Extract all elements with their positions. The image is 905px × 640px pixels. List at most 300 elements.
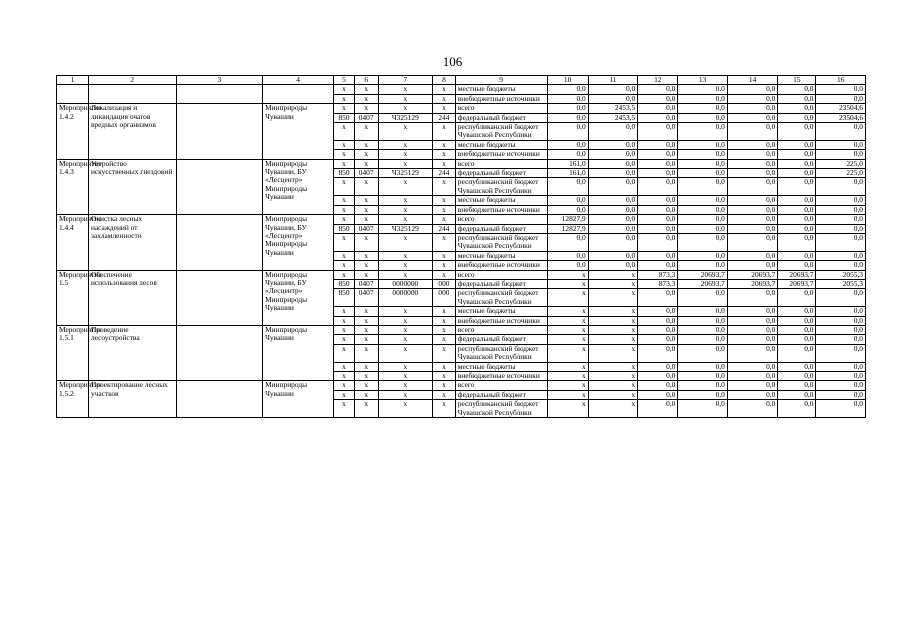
value-cell: 225,0 xyxy=(816,169,866,178)
code-cell-c7: х xyxy=(378,316,433,325)
value-cell: 0,0 xyxy=(638,169,678,178)
funding-source: республиканский бюджет Чувашской Республики xyxy=(455,289,547,307)
empty-cell xyxy=(176,270,263,325)
value-cell: 0,0 xyxy=(778,362,816,371)
code-cell-c7: х xyxy=(378,159,433,168)
table-row xyxy=(57,104,866,113)
funding-source: местные бюджеты xyxy=(455,140,547,149)
value-cell: х xyxy=(588,390,637,399)
code-cell-c7: х xyxy=(378,372,433,381)
value-cell: 0,0 xyxy=(588,196,637,205)
code-cell-c5: х xyxy=(334,123,355,141)
measure-name: Локализация и ликвидация очагов вредных организмов xyxy=(88,104,176,159)
funding-source: всего xyxy=(455,325,547,334)
code-cell-c8: х xyxy=(433,94,456,103)
code-cell-c5: х xyxy=(334,344,355,362)
funding-source: внебюджетные источники xyxy=(455,372,547,381)
value-cell: 0,0 xyxy=(778,113,816,122)
code-cell-c6: х xyxy=(354,390,378,399)
value-cell: 0,0 xyxy=(638,123,678,141)
value-cell: 0,0 xyxy=(638,307,678,316)
column-number: 15 xyxy=(778,76,816,85)
value-cell: 0,0 xyxy=(778,233,816,251)
funding-source: местные бюджеты xyxy=(455,85,547,94)
code-cell-c6: х xyxy=(354,325,378,334)
value-cell: 161,0 xyxy=(547,159,588,168)
code-cell-c8: х xyxy=(433,123,456,141)
code-cell-c6: 0407 xyxy=(354,224,378,233)
value-cell: 0,0 xyxy=(678,104,727,113)
code-cell-c7: х xyxy=(378,335,433,344)
value-cell: 0,0 xyxy=(678,159,727,168)
value-cell: 20693,7 xyxy=(678,279,727,288)
measure-code: Мероприятие 1.5 xyxy=(57,270,89,325)
value-cell: 0,0 xyxy=(727,85,777,94)
measure-name: Устройство искусственных гнездовий xyxy=(88,159,176,214)
code-cell-c8: 244 xyxy=(433,113,456,122)
value-cell: х xyxy=(588,372,637,381)
value-cell: 0,0 xyxy=(588,150,637,159)
code-cell-c7: х xyxy=(378,344,433,362)
measure-code: Мероприятие 1.4.4 xyxy=(57,215,89,270)
value-cell: 0,0 xyxy=(588,205,637,214)
value-cell: 0,0 xyxy=(638,233,678,251)
value-cell: 873,3 xyxy=(638,279,678,288)
value-cell: 0,0 xyxy=(816,316,866,325)
measure-name: Очистка лесных насаждений от захламленности xyxy=(88,215,176,270)
value-cell: 0,0 xyxy=(816,123,866,141)
value-cell: 0,0 xyxy=(816,400,866,418)
code-cell-c6: х xyxy=(354,140,378,149)
value-cell: 0,0 xyxy=(816,233,866,251)
value-cell: 0,0 xyxy=(727,159,777,168)
code-cell-c5: х xyxy=(334,261,355,270)
value-cell: 0,0 xyxy=(778,104,816,113)
funding-source: внебюджетные источники xyxy=(455,94,547,103)
column-number: 1 xyxy=(57,76,89,85)
value-cell: 0,0 xyxy=(638,215,678,224)
code-cell-c5: х xyxy=(334,270,355,279)
value-cell: 0,0 xyxy=(547,261,588,270)
value-cell: 0,0 xyxy=(727,289,777,307)
value-cell: 0,0 xyxy=(638,251,678,260)
code-cell-c8: х xyxy=(433,261,456,270)
empty-cell xyxy=(57,85,89,104)
code-cell-c8: х xyxy=(433,307,456,316)
code-cell-c5: 850 xyxy=(334,289,355,307)
value-cell: 0,0 xyxy=(588,224,637,233)
value-cell: 0,0 xyxy=(727,362,777,371)
value-cell: 0,0 xyxy=(816,85,866,94)
value-cell: 0,0 xyxy=(638,94,678,103)
value-cell: 0,0 xyxy=(778,215,816,224)
value-cell: 0,0 xyxy=(678,362,727,371)
code-cell-c6: 0407 xyxy=(354,289,378,307)
value-cell: 0,0 xyxy=(816,307,866,316)
column-number: 14 xyxy=(727,76,777,85)
value-cell: 0,0 xyxy=(547,205,588,214)
value-cell: 0,0 xyxy=(727,196,777,205)
value-cell: 0,0 xyxy=(727,205,777,214)
funding-source: республиканский бюджет Чувашской Республики xyxy=(455,178,547,196)
value-cell: 0,0 xyxy=(638,178,678,196)
value-cell: 0,0 xyxy=(588,261,637,270)
value-cell: 0,0 xyxy=(588,94,637,103)
value-cell: 0,0 xyxy=(816,205,866,214)
code-cell-c8: х xyxy=(433,104,456,113)
value-cell: 0,0 xyxy=(678,381,727,390)
value-cell: 0,0 xyxy=(678,344,727,362)
code-cell-c8: х xyxy=(433,215,456,224)
value-cell: 20693,7 xyxy=(778,279,816,288)
value-cell: 0,0 xyxy=(638,289,678,307)
value-cell: х xyxy=(547,344,588,362)
funding-source: местные бюджеты xyxy=(455,251,547,260)
value-cell: 0,0 xyxy=(727,251,777,260)
code-cell-c7: х xyxy=(378,94,433,103)
code-cell-c6: х xyxy=(354,233,378,251)
code-cell-c8: х xyxy=(433,270,456,279)
value-cell: 0,0 xyxy=(778,390,816,399)
code-cell-c6: х xyxy=(354,104,378,113)
value-cell: х xyxy=(547,316,588,325)
code-cell-c5: х xyxy=(334,251,355,260)
code-cell-c6: х xyxy=(354,150,378,159)
value-cell: 0,0 xyxy=(588,85,637,94)
value-cell: 0,0 xyxy=(778,335,816,344)
code-cell-c7: х xyxy=(378,362,433,371)
code-cell-c5: х xyxy=(334,205,355,214)
code-cell-c6: х xyxy=(354,372,378,381)
executor: Минприроды Чувашии, БУ «Лесцентр» Минприроды Чувашии xyxy=(263,270,334,325)
value-cell: х xyxy=(588,362,637,371)
value-cell: 0,0 xyxy=(638,316,678,325)
column-number: 2 xyxy=(88,76,176,85)
value-cell: 0,0 xyxy=(678,372,727,381)
code-cell-c7: Ч325129 xyxy=(378,224,433,233)
value-cell: 873,3 xyxy=(638,270,678,279)
funding-source: местные бюджеты xyxy=(455,307,547,316)
code-cell-c6: х xyxy=(354,196,378,205)
code-cell-c5: х xyxy=(334,381,355,390)
executor: Минприроды Чувашии, БУ «Лесцентр» Минприроды Чувашии xyxy=(263,215,334,270)
empty-cell xyxy=(176,159,263,214)
value-cell: 0,0 xyxy=(547,140,588,149)
value-cell: 2055,3 xyxy=(816,270,866,279)
code-cell-c8: х xyxy=(433,150,456,159)
funding-source: республиканский бюджет Чувашской Республики xyxy=(455,123,547,141)
value-cell: 0,0 xyxy=(678,113,727,122)
value-cell: 0,0 xyxy=(778,261,816,270)
executor: Минприроды Чувашии xyxy=(263,381,334,418)
code-cell-c8: х xyxy=(433,335,456,344)
code-cell-c5: х xyxy=(334,85,355,94)
funding-source: федеральный бюджет xyxy=(455,390,547,399)
value-cell: 0,0 xyxy=(816,390,866,399)
column-number: 4 xyxy=(263,76,334,85)
value-cell: 0,0 xyxy=(778,381,816,390)
value-cell: 0,0 xyxy=(638,335,678,344)
value-cell: 0,0 xyxy=(588,159,637,168)
column-number: 12 xyxy=(638,76,678,85)
funding-source: местные бюджеты xyxy=(455,196,547,205)
value-cell: 0,0 xyxy=(778,140,816,149)
measure-name: Проведение лесоустройства xyxy=(88,325,176,380)
funding-source: всего xyxy=(455,215,547,224)
table-row xyxy=(57,215,866,224)
code-cell-c7: х xyxy=(378,325,433,334)
code-cell-c7: х xyxy=(378,270,433,279)
code-cell-c5: х xyxy=(334,335,355,344)
code-cell-c6: 0407 xyxy=(354,169,378,178)
value-cell: 0,0 xyxy=(638,140,678,149)
value-cell: 0,0 xyxy=(588,140,637,149)
value-cell: 0,0 xyxy=(816,335,866,344)
value-cell: х xyxy=(547,289,588,307)
code-cell-c7: х xyxy=(378,390,433,399)
code-cell-c6: х xyxy=(354,261,378,270)
value-cell: х xyxy=(588,335,637,344)
column-number: 6 xyxy=(354,76,378,85)
value-cell: 0,0 xyxy=(727,123,777,141)
empty-cell xyxy=(263,85,334,104)
value-cell: 0,0 xyxy=(588,251,637,260)
code-cell-c7: х xyxy=(378,261,433,270)
funding-source: всего xyxy=(455,159,547,168)
funding-source: федеральный бюджет xyxy=(455,169,547,178)
code-cell-c5: х xyxy=(334,233,355,251)
value-cell: 0,0 xyxy=(727,400,777,418)
value-cell: 0,0 xyxy=(678,390,727,399)
code-cell-c7: х xyxy=(378,123,433,141)
column-number: 11 xyxy=(588,76,637,85)
code-cell-c5: х xyxy=(334,159,355,168)
value-cell: 0,0 xyxy=(778,205,816,214)
value-cell: 0,0 xyxy=(778,94,816,103)
code-cell-c7: Ч325129 xyxy=(378,169,433,178)
value-cell: 0,0 xyxy=(638,104,678,113)
value-cell: 0,0 xyxy=(816,325,866,334)
value-cell: х xyxy=(547,270,588,279)
value-cell: 0,0 xyxy=(778,123,816,141)
value-cell: х xyxy=(588,400,637,418)
value-cell: 0,0 xyxy=(547,251,588,260)
code-cell-c8: х xyxy=(433,372,456,381)
code-cell-c6: х xyxy=(354,316,378,325)
value-cell: 0,0 xyxy=(778,178,816,196)
value-cell: 0,0 xyxy=(816,289,866,307)
column-number: 7 xyxy=(378,76,433,85)
value-cell: х xyxy=(588,344,637,362)
value-cell: 0,0 xyxy=(816,362,866,371)
value-cell: 161,0 xyxy=(547,169,588,178)
value-cell: 0,0 xyxy=(727,233,777,251)
funding-source: федеральный бюджет xyxy=(455,335,547,344)
value-cell: 0,0 xyxy=(638,85,678,94)
value-cell: 0,0 xyxy=(678,178,727,196)
value-cell: 0,0 xyxy=(638,362,678,371)
column-number: 10 xyxy=(547,76,588,85)
code-cell-c8: х xyxy=(433,178,456,196)
value-cell: 0,0 xyxy=(678,325,727,334)
value-cell: 0,0 xyxy=(816,261,866,270)
value-cell: 0,0 xyxy=(816,94,866,103)
code-cell-c6: х xyxy=(354,400,378,418)
measure-name: Обеспечение использования лесов xyxy=(88,270,176,325)
value-cell: 0,0 xyxy=(638,381,678,390)
code-cell-c6: х xyxy=(354,159,378,168)
value-cell: 0,0 xyxy=(727,390,777,399)
value-cell: 0,0 xyxy=(816,224,866,233)
value-cell: 0,0 xyxy=(547,150,588,159)
value-cell: 0,0 xyxy=(727,140,777,149)
value-cell: 0,0 xyxy=(727,325,777,334)
value-cell: 0,0 xyxy=(778,325,816,334)
column-number: 3 xyxy=(176,76,263,85)
code-cell-c5: х xyxy=(334,316,355,325)
value-cell: х xyxy=(588,325,637,334)
value-cell: 0,0 xyxy=(547,178,588,196)
empty-cell xyxy=(176,85,263,104)
code-cell-c5: х xyxy=(334,104,355,113)
code-cell-c8: х xyxy=(433,362,456,371)
code-cell-c5: 850 xyxy=(334,224,355,233)
value-cell: х xyxy=(588,316,637,325)
value-cell: 0,0 xyxy=(638,390,678,399)
value-cell: 0,0 xyxy=(678,196,727,205)
funding-source: внебюджетные источники xyxy=(455,150,547,159)
value-cell: 0,0 xyxy=(727,178,777,196)
value-cell: 0,0 xyxy=(816,381,866,390)
value-cell: 0,0 xyxy=(778,159,816,168)
code-cell-c5: 850 xyxy=(334,169,355,178)
value-cell: 2453,5 xyxy=(588,104,637,113)
value-cell: 225,0 xyxy=(816,159,866,168)
code-cell-c8: х xyxy=(433,316,456,325)
value-cell: 0,0 xyxy=(638,261,678,270)
code-cell-c8: х xyxy=(433,325,456,334)
code-cell-c7: х xyxy=(378,205,433,214)
code-cell-c7: х xyxy=(378,196,433,205)
value-cell: 0,0 xyxy=(678,215,727,224)
value-cell: 0,0 xyxy=(778,169,816,178)
measure-code: Мероприятие 1.4.2 xyxy=(57,104,89,159)
code-cell-c5: 850 xyxy=(334,279,355,288)
value-cell: 0,0 xyxy=(678,261,727,270)
value-cell: 0,0 xyxy=(727,169,777,178)
value-cell: 0,0 xyxy=(678,224,727,233)
value-cell: 0,0 xyxy=(678,251,727,260)
code-cell-c8: 000 xyxy=(433,279,456,288)
code-cell-c6: х xyxy=(354,307,378,316)
value-cell: 0,0 xyxy=(778,85,816,94)
value-cell: 0,0 xyxy=(778,289,816,307)
empty-cell xyxy=(176,104,263,159)
value-cell: 0,0 xyxy=(678,94,727,103)
code-cell-c8: 244 xyxy=(433,224,456,233)
code-cell-c6: х xyxy=(354,335,378,344)
value-cell: 0,0 xyxy=(678,150,727,159)
code-cell-c7: х xyxy=(378,381,433,390)
value-cell: 20693,7 xyxy=(727,270,777,279)
value-cell: 0,0 xyxy=(678,123,727,141)
value-cell: х xyxy=(547,390,588,399)
value-cell: 0,0 xyxy=(678,289,727,307)
code-cell-c7: 0000000 xyxy=(378,279,433,288)
value-cell: 0,0 xyxy=(547,196,588,205)
value-cell: х xyxy=(547,279,588,288)
code-cell-c7: х xyxy=(378,178,433,196)
code-cell-c6: х xyxy=(354,85,378,94)
column-number: 16 xyxy=(816,76,866,85)
value-cell: х xyxy=(547,325,588,334)
value-cell: 0,0 xyxy=(778,150,816,159)
code-cell-c5: х xyxy=(334,400,355,418)
code-cell-c6: х xyxy=(354,270,378,279)
value-cell: 0,0 xyxy=(727,150,777,159)
funding-source: республиканский бюджет Чувашской Республики xyxy=(455,400,547,418)
code-cell-c7: х xyxy=(378,150,433,159)
code-cell-c6: х xyxy=(354,344,378,362)
value-cell: 0,0 xyxy=(678,400,727,418)
funding-source: внебюджетные источники xyxy=(455,316,547,325)
value-cell: 0,0 xyxy=(727,104,777,113)
table-body xyxy=(57,76,866,418)
value-cell: х xyxy=(547,381,588,390)
value-cell: 0,0 xyxy=(816,178,866,196)
code-cell-c6: х xyxy=(354,381,378,390)
funding-source: внебюджетные источники xyxy=(455,205,547,214)
value-cell: 0,0 xyxy=(547,85,588,94)
code-cell-c7: х xyxy=(378,215,433,224)
value-cell: 0,0 xyxy=(678,316,727,325)
value-cell: 0,0 xyxy=(678,307,727,316)
value-cell: 0,0 xyxy=(547,123,588,141)
value-cell: 2055,3 xyxy=(816,279,866,288)
value-cell: 20693,7 xyxy=(678,270,727,279)
value-cell: 23504,6 xyxy=(816,104,866,113)
code-cell-c6: 0407 xyxy=(354,113,378,122)
value-cell: 0,0 xyxy=(678,233,727,251)
code-cell-c8: х xyxy=(433,381,456,390)
code-cell-c7: х xyxy=(378,307,433,316)
column-number: 5 xyxy=(334,76,355,85)
budget-table xyxy=(56,75,866,418)
code-cell-c5: х xyxy=(334,362,355,371)
value-cell: 20693,7 xyxy=(778,270,816,279)
value-cell: 0,0 xyxy=(778,251,816,260)
value-cell: 2453,5 xyxy=(588,113,637,122)
value-cell: 0,0 xyxy=(727,307,777,316)
funding-source: всего xyxy=(455,104,547,113)
code-cell-c8: х xyxy=(433,390,456,399)
value-cell: 0,0 xyxy=(588,233,637,251)
value-cell: 0,0 xyxy=(588,123,637,141)
value-cell: 0,0 xyxy=(816,150,866,159)
value-cell: 0,0 xyxy=(638,150,678,159)
code-cell-c6: х xyxy=(354,362,378,371)
value-cell: 0,0 xyxy=(816,215,866,224)
value-cell: 0,0 xyxy=(588,178,637,196)
code-cell-c8: х xyxy=(433,140,456,149)
value-cell: 0,0 xyxy=(727,261,777,270)
value-cell: 0,0 xyxy=(678,335,727,344)
value-cell: 23504,6 xyxy=(816,113,866,122)
code-cell-c6: х xyxy=(354,123,378,141)
code-cell-c5: х xyxy=(334,325,355,334)
funding-source: федеральный бюджет xyxy=(455,224,547,233)
value-cell: х xyxy=(588,381,637,390)
